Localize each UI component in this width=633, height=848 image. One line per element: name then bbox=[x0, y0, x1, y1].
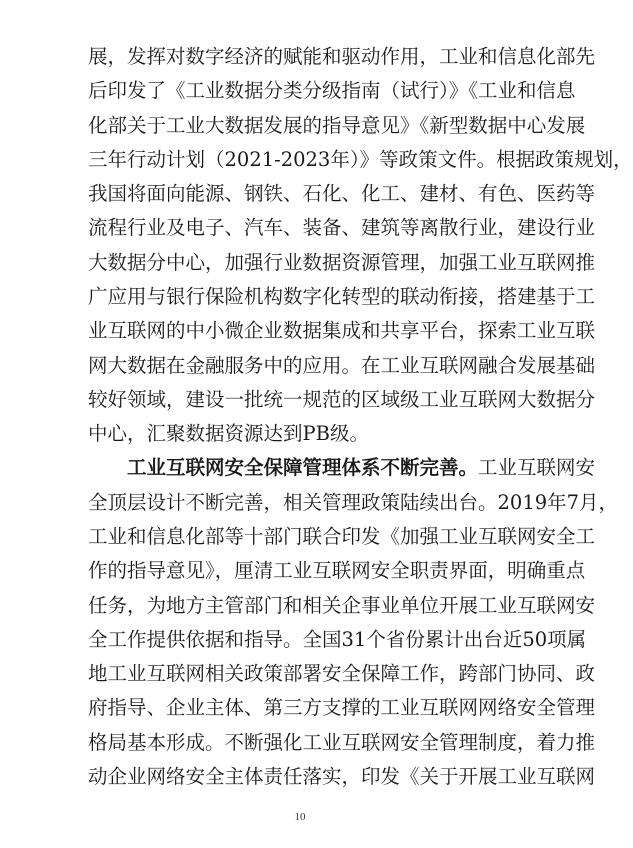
text-line: 任务，为地方主管部门和相关企事业单位开展工业互联网安 bbox=[88, 593, 596, 617]
text-line: 业互联网的中小微企业数据集成和共享平台，探索工业互联 bbox=[88, 319, 596, 343]
text-line: 大数据分中心，加强行业数据资源管理，加强工业互联网推 bbox=[88, 250, 596, 274]
text-run: 工业互联网安 bbox=[478, 456, 596, 480]
text-line: 流程行业及电子、汽车、装备、建筑等离散行业，建设行业 bbox=[88, 216, 596, 240]
text-line: 全工作提供依据和指导。全国31个省份累计出台近50项属 bbox=[88, 627, 587, 651]
paragraph-heading: 工业互联网安全保障管理体系不断完善。 bbox=[127, 456, 479, 480]
text-line: 三年行动计划（2021-2023年）》等政策文件。根据政策规划， bbox=[88, 147, 633, 171]
text-line: 作的指导意见》，厘清工业互联网安全职责界面，明确重点 bbox=[88, 559, 586, 583]
page-number: 10 bbox=[294, 811, 306, 823]
text-line: 全顶层设计不断完善，相关管理政策陆续出台。2019年7月， bbox=[88, 490, 619, 514]
text-line: 广应用与银行保险机构数字化转型的联动衔接，搭建基于工 bbox=[88, 285, 596, 308]
text-line: 动企业网络安全主体责任落实，印发《关于开展工业互联网 bbox=[88, 765, 596, 788]
text-line: 化部关于工业大数据发展的指导意见》《新型数据中心发展 bbox=[88, 113, 586, 137]
text-line bbox=[127, 451, 596, 485]
text-line: 我国将面向能源、钢铁、石化、化工、建材、有色、医药等 bbox=[88, 182, 596, 206]
text-line: 展，发挥对数字经济的赋能和驱动作用，工业和信息化部先 bbox=[88, 45, 596, 68]
text-line: 格局基本形成。不断强化工业互联网安全管理制度，着力推 bbox=[88, 730, 596, 754]
text-line: 较好领域，建设一批统一规范的区域级工业互联网大数据分 bbox=[88, 387, 596, 411]
text-line: 工业和信息化部等十部门联合印发《加强工业互联网安全工 bbox=[88, 525, 596, 548]
text-line: 地工业互联网相关政策部署安全保障工作，跨部门协同、政 bbox=[88, 662, 596, 686]
text-line: 中心，汇聚数据资源达到PB级。 bbox=[88, 422, 369, 446]
text-line: 网大数据在金融服务中的应用。在工业互联网融合发展基础 bbox=[88, 353, 596, 377]
text-line: 府指导、企业主体、第三方支撑的工业互联网网络安全管理 bbox=[88, 696, 596, 720]
text-line: 后印发了《工业数据分类分级指南（试行）》《工业和信息 bbox=[88, 79, 576, 103]
